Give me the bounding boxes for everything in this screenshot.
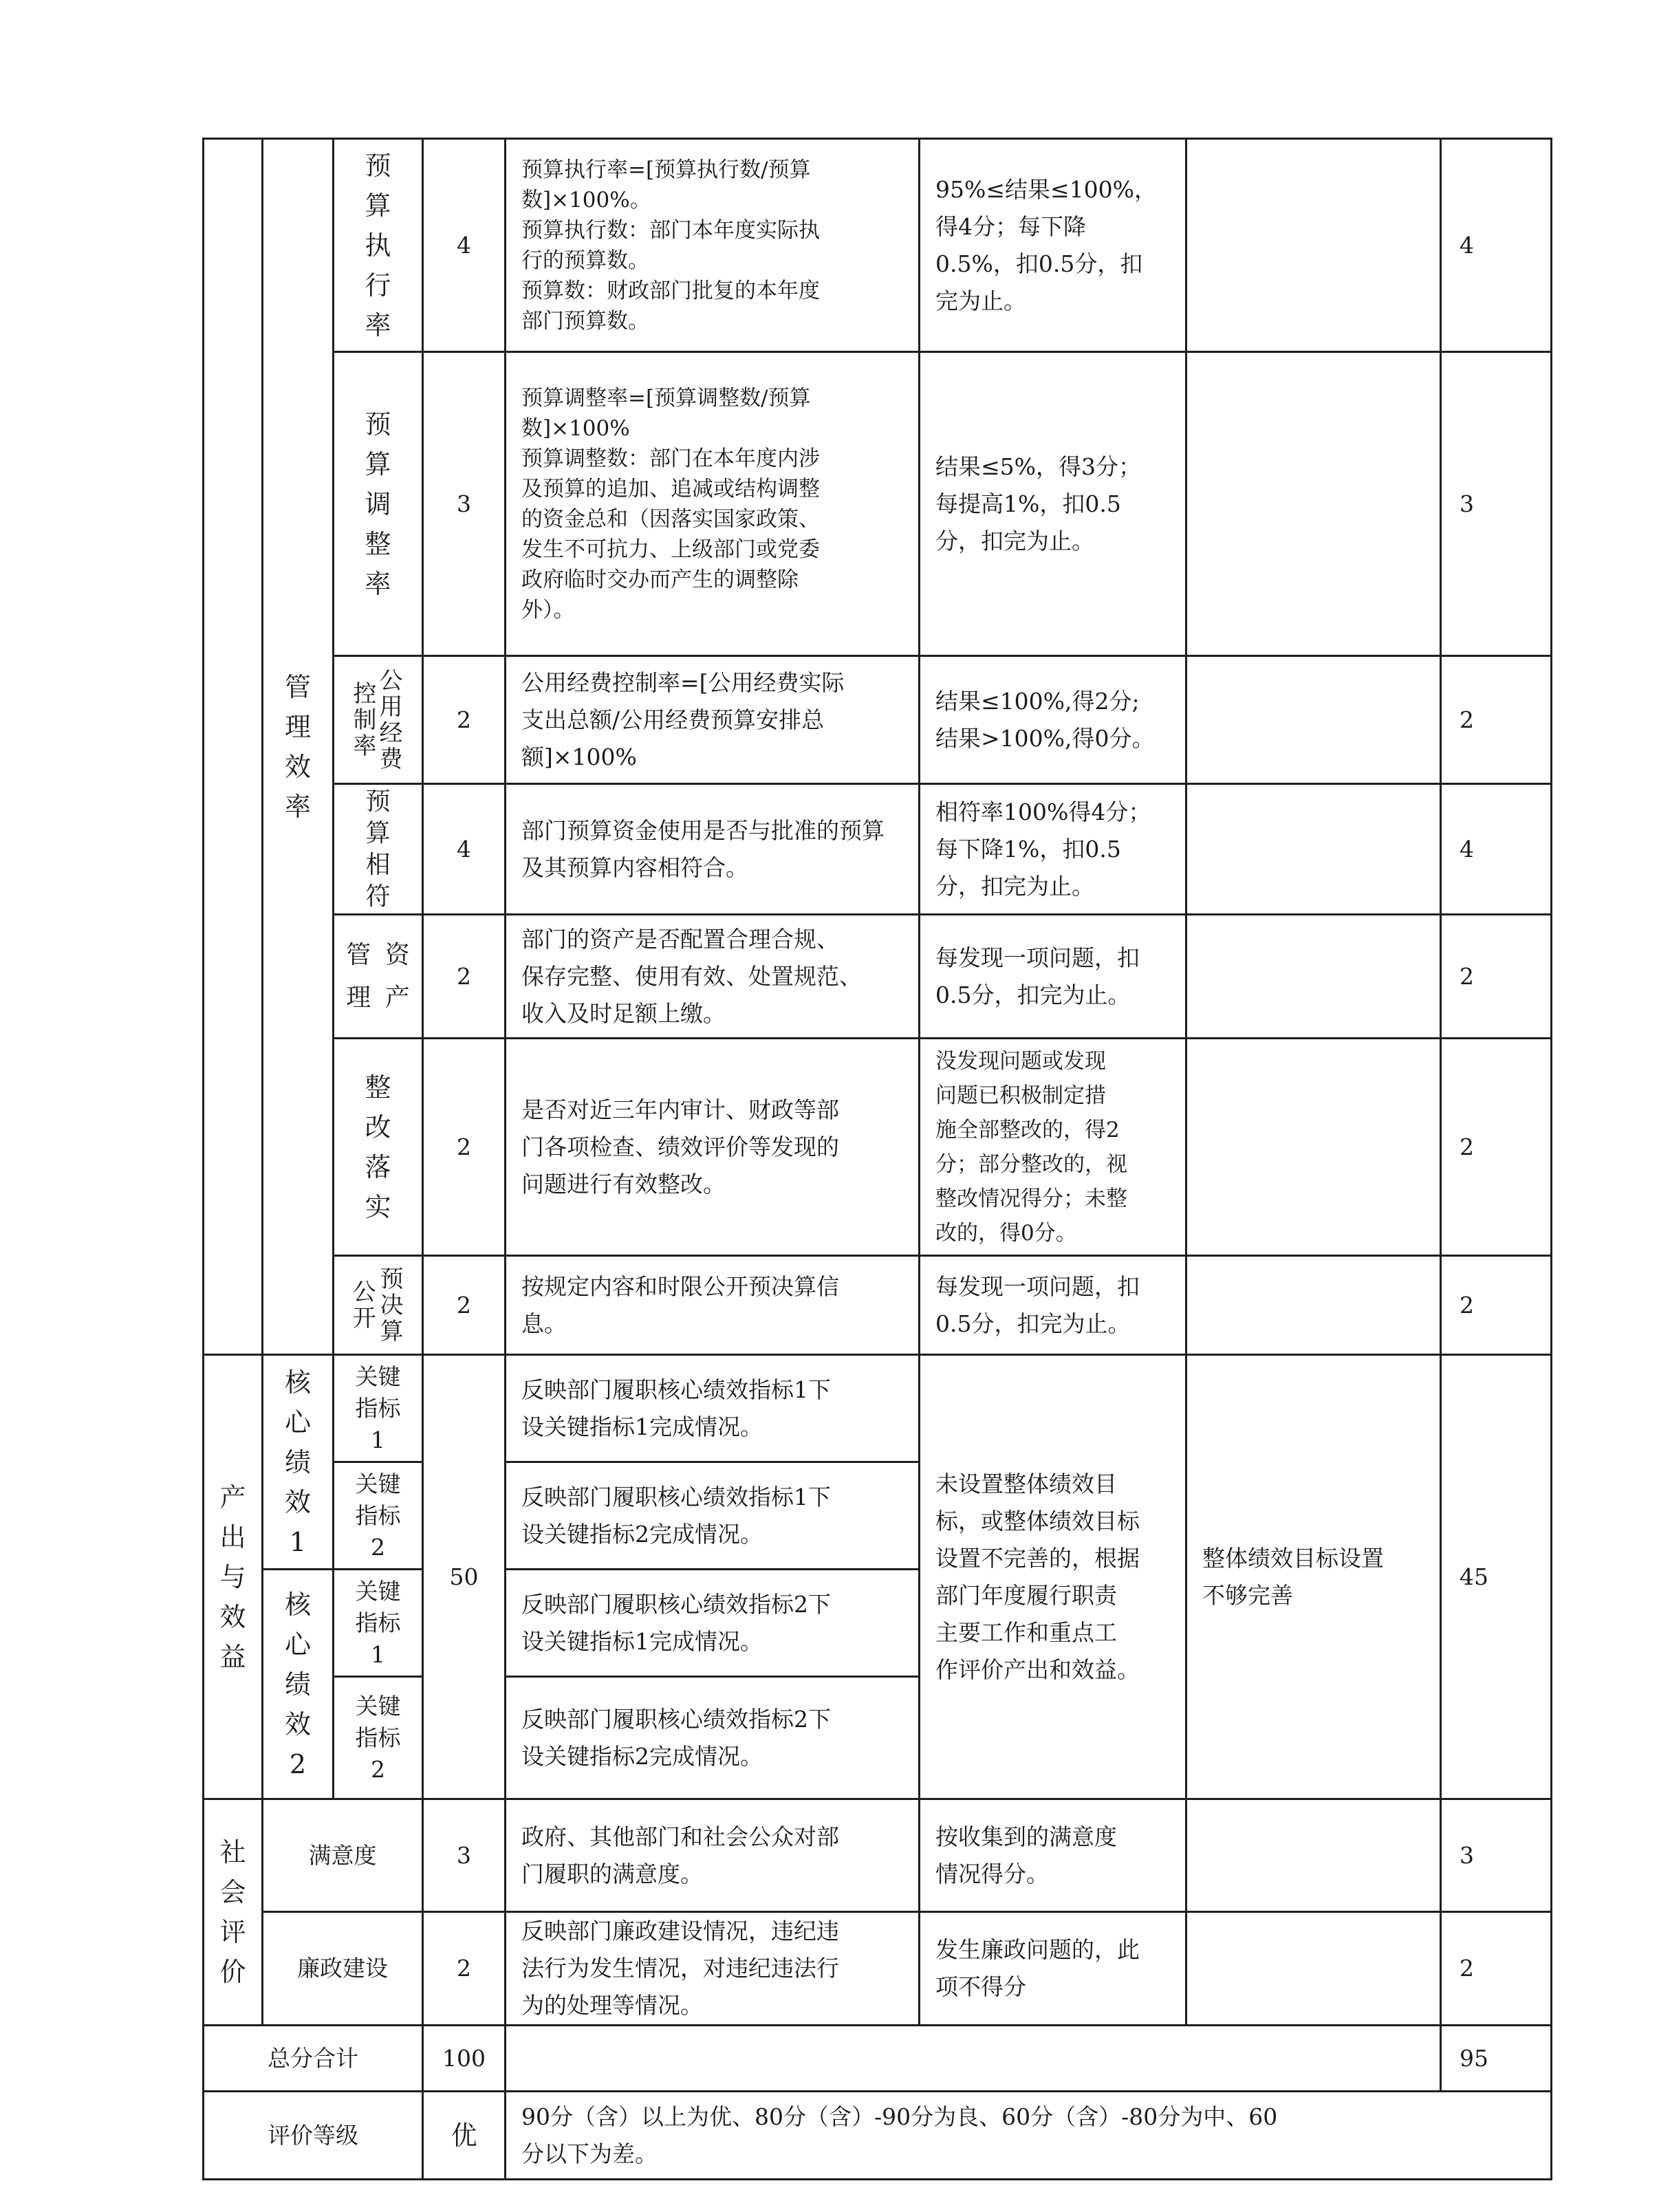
weight: 2 (423, 1912, 506, 2026)
indicator-key-1: 关键 指标 1 (334, 1570, 423, 1677)
weight: 2 (423, 915, 506, 1039)
scoring-criteria: 没发现问题或发现 问题已积极制定措 施全部整改的，得2 分；部分整改的，视 整改情况得分；未整 改的，得0分。 (920, 1039, 1186, 1256)
issues-cell (1186, 1912, 1441, 2026)
issues-found: 整体绩效目标设置 不够完善 (1186, 1355, 1441, 1799)
indicator-budget-disclosure: 公 开 预 决 算 (334, 1256, 423, 1355)
issues-cell (1186, 1039, 1441, 1256)
indicator-satisfaction: 满意度 (263, 1799, 423, 1912)
scoring-criteria: 每发现一项问题，扣 0.5分，扣完为止。 (920, 915, 1186, 1039)
issues-cell (1186, 784, 1441, 915)
table-row (204, 1039, 1552, 1256)
evaluation-table (202, 138, 1552, 2180)
score: 2 (1441, 1912, 1552, 2026)
indicator-key-1: 关键 指标 1 (334, 1355, 423, 1462)
grade-description: 90分（含）以上为优、80分（含）-90分为良、60分（含）-80分为中、60 分以下为差。 (506, 2092, 1552, 2180)
score: 2 (1441, 1039, 1552, 1256)
indicator-description: 反映部门履职核心绩效指标1下 设关键指标1完成情况。 (506, 1355, 920, 1462)
weight: 50 (423, 1355, 506, 1799)
level2-core-performance-2: 核 心 绩 效 2 (263, 1570, 334, 1799)
issues-cell (1186, 352, 1441, 656)
level1-output-benefit: 产 出 与 效 益 (204, 1355, 263, 1799)
indicator-description: 按规定内容和时限公开预决算信 息。 (506, 1256, 920, 1355)
total-weight: 100 (423, 2026, 506, 2092)
indicator-description: 反映部门履职核心绩效指标1下 设关键指标2完成情况。 (506, 1462, 920, 1570)
level1-cell-empty (204, 139, 263, 1355)
indicator-description: 预算执行率=[预算执行数/预算 数]×100%。 预算执行数：部门本年度实际执 行的预算数。 预算数：财政部门批复的本年度 部门预算数。 (506, 139, 920, 352)
score: 4 (1441, 139, 1552, 352)
table-row (204, 915, 1552, 1039)
score: 4 (1441, 784, 1552, 915)
issues-cell (1186, 656, 1441, 784)
issues-cell (1186, 1256, 1441, 1355)
table-row (204, 784, 1552, 915)
issues-cell (1186, 915, 1441, 1039)
indicator-description: 政府、其他部门和社会公众对部 门履职的满意度。 (506, 1799, 920, 1912)
total-empty (506, 2026, 1441, 2092)
weight: 4 (423, 139, 506, 352)
scoring-criteria: 95%≤结果≤100%， 得4分；每下降 0.5%，扣0.5分，扣 完为止。 (920, 139, 1186, 352)
scoring-criteria: 每发现一项问题，扣 0.5分，扣完为止。 (920, 1256, 1186, 1355)
indicator-description: 部门的资产是否配置合理合规、 保存完整、使用有效、处置规范、 收入及时足额上缴。 (506, 915, 920, 1039)
table-row (204, 139, 1552, 352)
weight: 2 (423, 656, 506, 784)
scoring-criteria: 相符率100%得4分； 每下降1%，扣0.5 分，扣完为止。 (920, 784, 1186, 915)
table-row (204, 1912, 1552, 2026)
issues-cell (1186, 139, 1441, 352)
score: 2 (1441, 656, 1552, 784)
total-row (204, 2026, 1552, 2092)
scoring-criteria: 发生廉政问题的，此 项不得分 (920, 1912, 1186, 2026)
grade-row (204, 2092, 1552, 2180)
weight: 3 (423, 1799, 506, 1912)
indicator-description: 公用经费控制率=[公用经费实际 支出总额/公用经费预算安排总 额]×100% (506, 656, 920, 784)
table-row (204, 656, 1552, 784)
table-row (204, 1799, 1552, 1912)
scoring-criteria: 结果≤5%，得3分； 每提高1%，扣0.5 分，扣完为止。 (920, 352, 1186, 656)
weight: 3 (423, 352, 506, 656)
weight: 2 (423, 1039, 506, 1256)
score: 2 (1441, 915, 1552, 1039)
indicator-description: 反映部门履职核心绩效指标2下 设关键指标1完成情况。 (506, 1570, 920, 1677)
total-score: 95 (1441, 2026, 1552, 2092)
scoring-criteria: 结果≤100%,得2分; 结果>100%,得0分。 (920, 656, 1186, 784)
indicator-description: 反映部门廉政建设情况，违纪违 法行为发生情况，对违纪违法行 为的处理等情况。 (506, 1912, 920, 2026)
level1-social-evaluation: 社 会 评 价 (204, 1799, 263, 2026)
scoring-criteria: 未设置整体绩效目 标，或整体绩效目标 设置不完善的，根据 部门年度履行职责 主要工作和重点工 作评价产出和效益。 (920, 1355, 1186, 1799)
grade-value: 优 (423, 2092, 506, 2180)
score: 2 (1441, 1256, 1552, 1355)
indicator-budget-execution: 预 算 执 行 率 (334, 139, 423, 352)
score: 3 (1441, 1799, 1552, 1912)
table-row (204, 1355, 1552, 1462)
indicator-key-2: 关键 指标 2 (334, 1462, 423, 1570)
indicator-description: 预算调整率=[预算调整数/预算 数]×100% 预算调整数：部门在本年度内涉 及预算的追加、追减或结构调整 的资金总和（因落实国家政策、 发生不可抗力、上级部门或党委 政府临时交办而产生的调整除 外）。 (506, 352, 920, 656)
score: 3 (1441, 352, 1552, 656)
table-row (204, 352, 1552, 656)
indicator-description: 部门预算资金使用是否与批准的预算 及其预算内容相符合。 (506, 784, 920, 915)
issues-cell (1186, 1799, 1441, 1912)
total-label: 总分合计 (204, 2026, 423, 2092)
indicator-rectification: 整 改 落 实 (334, 1039, 423, 1256)
indicator-public-expense-control: 控 制 率 公 用 经 费 (334, 656, 423, 784)
indicator-budget-adjustment: 预 算 调 整 率 (334, 352, 423, 656)
level2-management-efficiency: 管 理 效 率 (263, 139, 334, 1355)
indicator-integrity-building: 廉政建设 (263, 1912, 423, 2026)
indicator-asset-management: 管 资 理 产 (334, 915, 423, 1039)
indicator-budget-consistency: 预 算 相 符 (334, 784, 423, 915)
weight: 2 (423, 1256, 506, 1355)
score: 45 (1441, 1355, 1552, 1799)
level2-core-performance-1: 核 心 绩 效 1 (263, 1355, 334, 1570)
indicator-key-2: 关键 指标 2 (334, 1677, 423, 1799)
indicator-description: 反映部门履职核心绩效指标2下 设关键指标2完成情况。 (506, 1677, 920, 1799)
weight: 4 (423, 784, 506, 915)
table-row (204, 1256, 1552, 1355)
indicator-description: 是否对近三年内审计、财政等部 门各项检查、绩效评价等发现的 问题进行有效整改。 (506, 1039, 920, 1256)
grade-label: 评价等级 (204, 2092, 423, 2180)
scoring-criteria: 按收集到的满意度 情况得分。 (920, 1799, 1186, 1912)
